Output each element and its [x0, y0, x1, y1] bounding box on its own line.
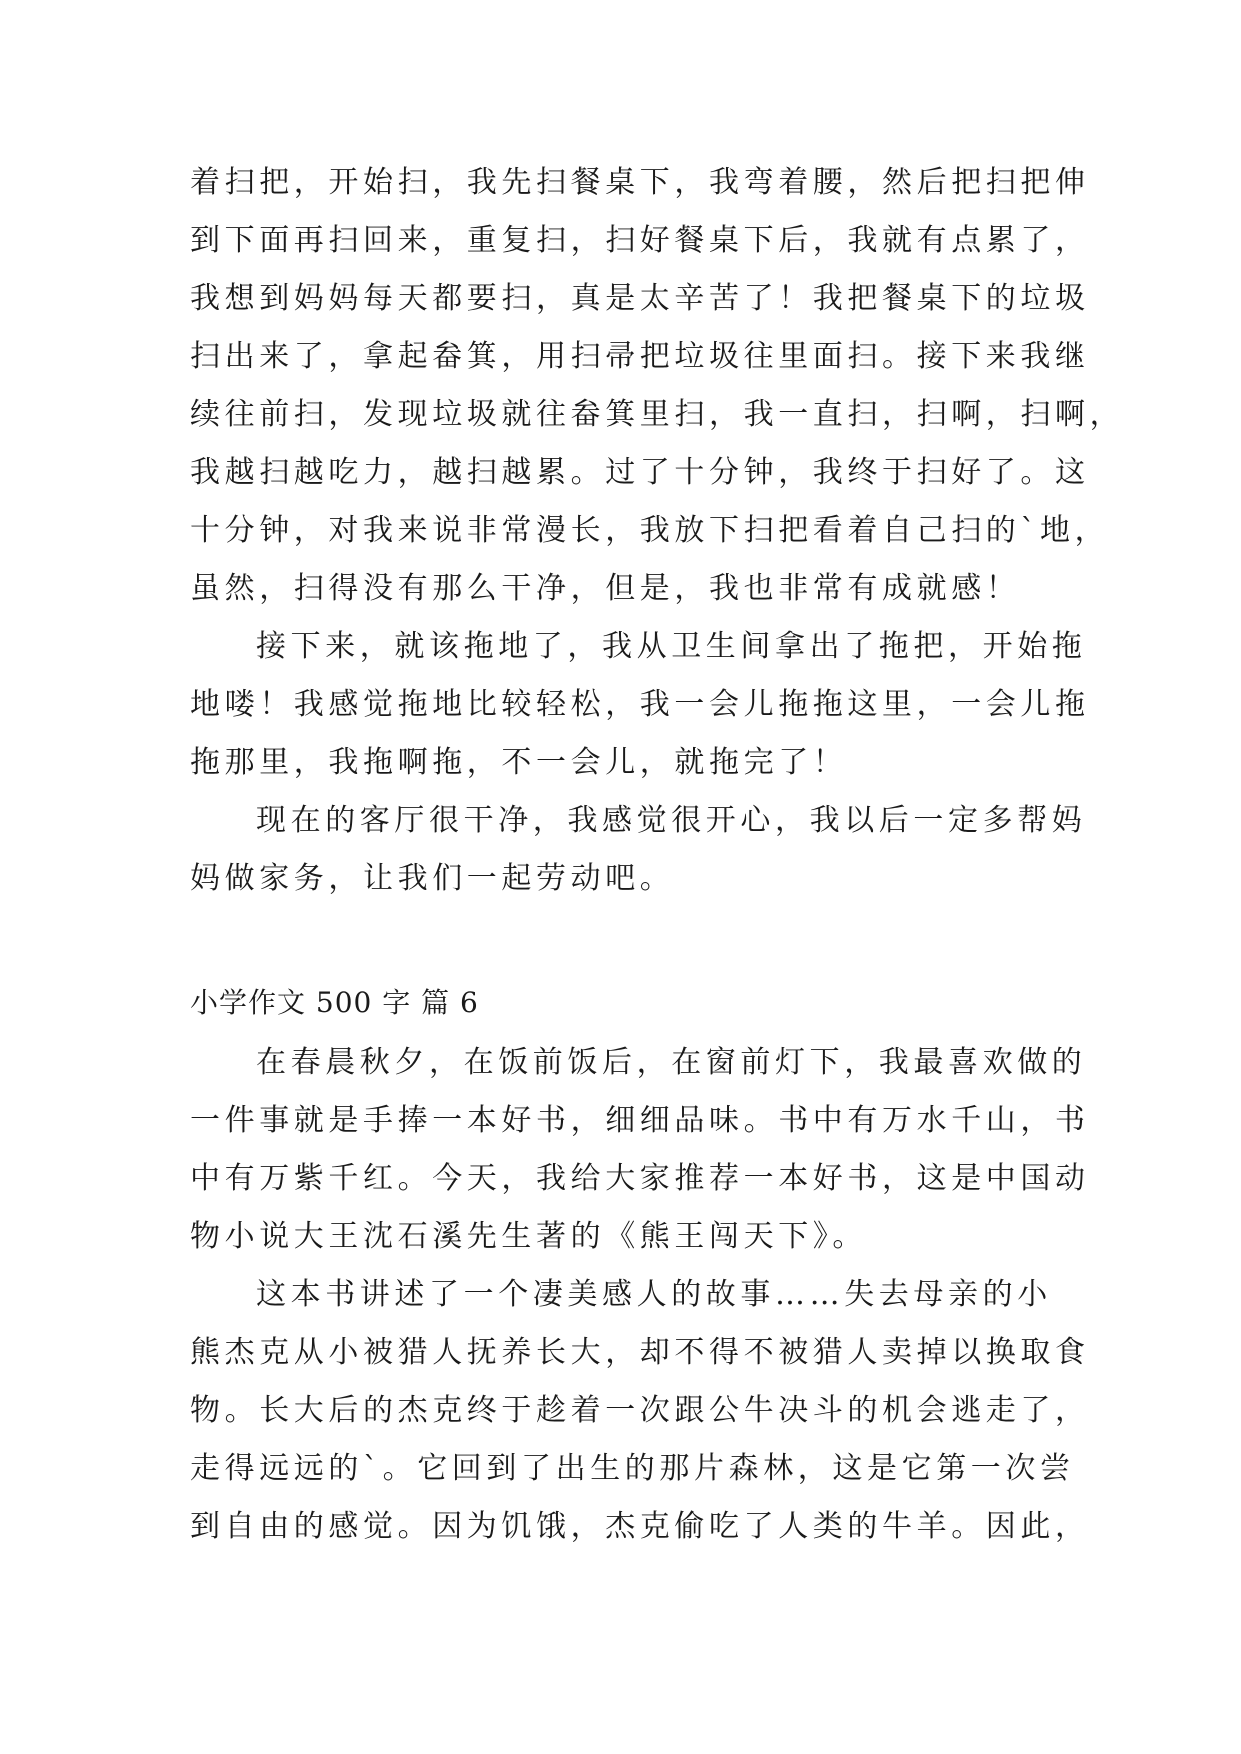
- paragraph-continued: [190, 154, 1125, 618]
- text-line: 接下来，就该拖地了，我从卫生间拿出了拖把，开始拖: [256, 629, 1087, 664]
- text-line: 熊杰克从小被猎人抚养长大，却不得不被猎人卖掉以换取食: [190, 1335, 1090, 1370]
- paragraph-story: [190, 1266, 1090, 1556]
- text-line: 物。长大后的杰克终于趁着一次跟公牛决斗的机会逃走了，: [190, 1393, 1090, 1428]
- section-heading-block: [190, 983, 1070, 1023]
- text-line: 到下面再扫回来，重复扫，扫好餐桌下后，我就有点累了，: [190, 223, 1090, 258]
- paragraph-conclusion: [190, 792, 1087, 908]
- text-line: 我越扫越吃力，越扫越累。过了十分钟，我终于扫好了。这: [190, 455, 1090, 490]
- section-heading: 小学作文 500 字 篇 6: [190, 986, 479, 1019]
- text-line: 地喽！我感觉拖地比较轻松，我一会儿拖拖这里，一会儿拖: [190, 687, 1090, 722]
- text-line: 续往前扫，发现垃圾就往畚箕里扫，我一直扫，扫啊，扫啊，: [190, 397, 1125, 432]
- text-line: 扫出来了，拿起畚箕，用扫帚把垃圾往里面扫。接下来我继: [190, 339, 1090, 374]
- text-line: 我想到妈妈每天都要扫，真是太辛苦了！我把餐桌下的垃圾: [190, 281, 1090, 316]
- text-line: 现在的客厅很干净，我感觉很开心，我以后一定多帮妈: [256, 803, 1087, 838]
- text-line: 这本书讲述了一个凄美感人的故事……失去母亲的小: [256, 1277, 1052, 1312]
- text-line: 到自由的感觉。因为饥饿，杰克偷吃了人类的牛羊。因此，: [190, 1509, 1090, 1544]
- text-line: 物小说大王沈石溪先生著的《熊王闯天下》。: [190, 1219, 867, 1254]
- text-line: 在春晨秋夕，在饭前饭后，在窗前灯下，我最喜欢做的: [256, 1045, 1087, 1080]
- text-line: 妈做家务，让我们一起劳动吧。: [190, 861, 675, 896]
- text-line: 着扫把，开始扫，我先扫餐桌下，我弯着腰，然后把扫把伸: [190, 165, 1090, 200]
- text-line: 十分钟，对我来说非常漫长，我放下扫把看着自己扫的`地，: [190, 513, 1110, 548]
- text-line: 一件事就是手捧一本好书，细细品味。书中有万水千山，书: [190, 1103, 1090, 1138]
- text-line: 中有万紫千红。今天，我给大家推荐一本好书，这是中国动: [190, 1161, 1090, 1196]
- text-line: 虽然，扫得没有那么干净，但是，我也非常有成就感！: [190, 571, 1021, 606]
- paragraph-mop: [190, 618, 1090, 792]
- text-line: 走得远远的`。它回到了出生的那片森林，这是它第一次尝: [190, 1451, 1075, 1486]
- paragraph-intro: [190, 1034, 1090, 1266]
- text-line: 拖那里，我拖啊拖，不一会儿，就拖完了！: [190, 745, 848, 780]
